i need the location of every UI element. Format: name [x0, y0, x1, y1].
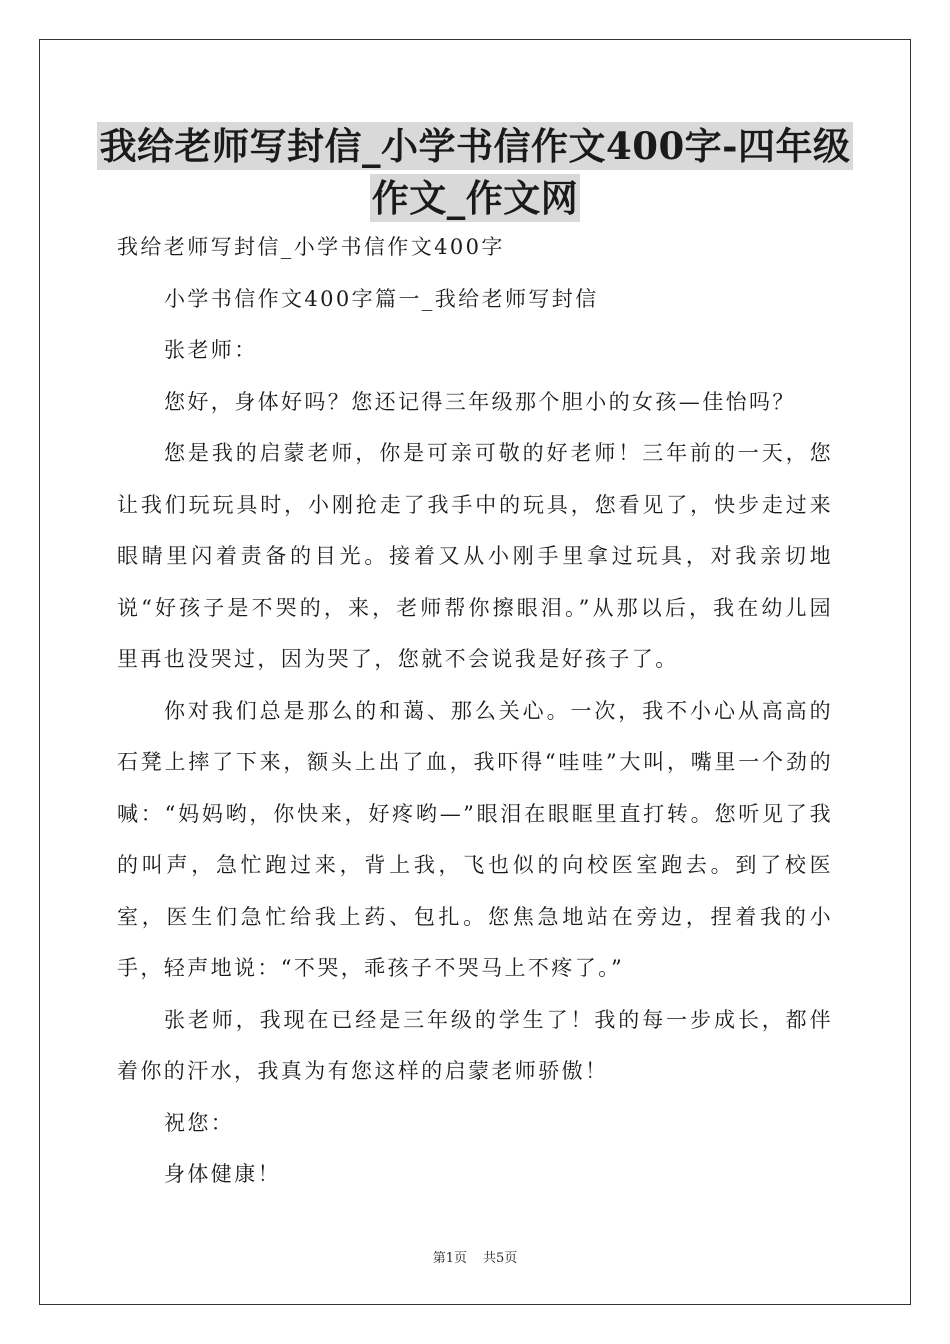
subtitle: 我给老师写封信_小学书信作文400字	[117, 235, 505, 259]
closing-health: 身体健康！	[164, 1162, 281, 1186]
closing-wish: 祝您：	[164, 1110, 235, 1135]
paragraph-body-1: 您是我的启蒙老师，你是可亲可敬的好老师！三年前的一天，您让我们玩玩具时，小刚抢走了我手中的玩具，您看见了，快步走过来眼睛里闪着责备的目光。接着又从小刚手里拿过玩具，对我亲切地说“好孩子是不哭的，来，老师帮你擦眼泪。”从那以后，我在幼儿园里再也没哭过，因为哭了，您就不会说我是好孩子了。	[117, 441, 833, 671]
document-title	[60, 122, 890, 226]
page-number: 第1页	[432, 1251, 467, 1266]
document-body	[117, 222, 833, 1201]
page-total: 共5页	[483, 1251, 518, 1266]
paragraph-greeting: 您好，身体好吗？您还记得三年级那个胆小的女孩—佳怡吗？	[164, 389, 796, 414]
title-line-2: 作文_作文网	[371, 176, 579, 220]
paragraph-heading: 小学书信作文400字篇一_我给老师写封信	[164, 286, 599, 311]
page-footer	[0, 1247, 950, 1266]
paragraph-body-2: 你对我们总是那么的和蔼、那么关心。一次，我不小心从高高的石凳上摔了下来，额头上出了血，我吓得“哇哇”大叫，嘴里一个劲的喊：“妈妈哟，你快来，好疼哟—”眼泪在眼眶里直打转。您听见了我的叫声，急忙跑过来，背上我，飞也似的向校医室跑去。到了校医室，医生们急忙给我上药、包扎。您焦急地站在旁边，捏着我的小手，轻声地说：“不哭，乖孩子不哭马上不疼了。”	[117, 698, 833, 980]
salutation: 张老师：	[164, 338, 258, 362]
title-line-1: 我给老师写封信_小学书信作文400字-四年级	[99, 124, 851, 168]
paragraph-body-3: 张老师，我现在已经是三年级的学生了！我的每一步成长，都伴着你的汗水，我真为有您这样的启蒙老师骄傲！	[117, 1007, 833, 1083]
